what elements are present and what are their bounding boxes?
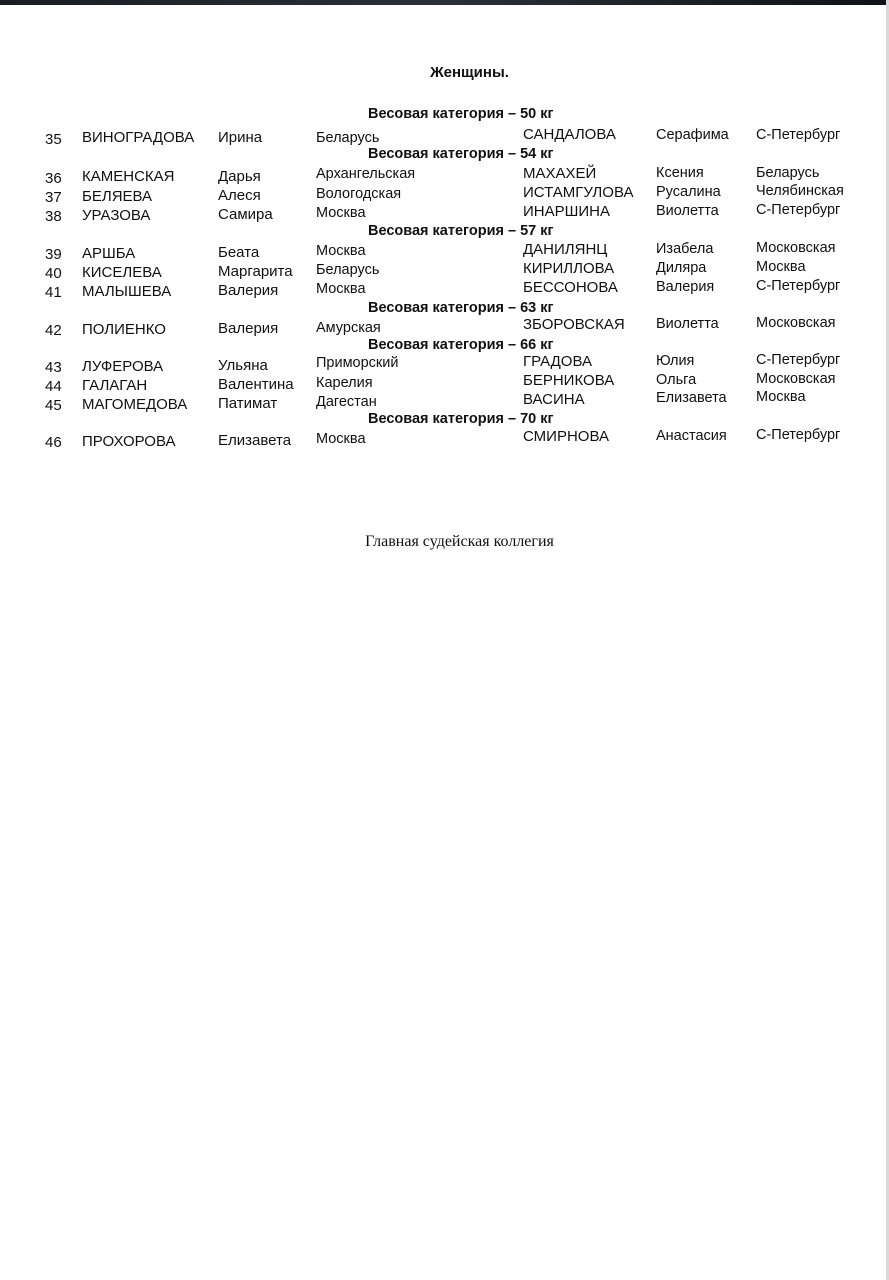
right-surname: ИСТАМГУЛОВА [523,184,634,201]
right-region: С-Петербург [756,427,841,443]
left-region: Беларусь [316,262,380,278]
right-region: С-Петербург [756,278,841,294]
left-surname: АРШБА [82,245,136,262]
left-surname: ВИНОГРАДОВА [82,129,195,146]
right-surname: ГРАДОВА [523,353,592,370]
left-name: Валентина [218,376,294,393]
right-name: Виолетта [656,316,719,332]
row-number: 36 [45,170,62,187]
left-region: Москва [316,243,366,259]
right-name: Виолетта [656,203,719,219]
right-name: Юлия [656,353,695,369]
right-name: Анастасия [656,428,727,444]
right-name: Изабела [656,241,714,257]
right-surname: СМИРНОВА [523,428,609,445]
right-surname: ВАСИНА [523,391,585,408]
left-region: Приморский [316,355,399,371]
left-region: Беларусь [316,130,380,146]
right-name: Елизавета [656,390,727,406]
left-surname: ЛУФЕРОВА [82,358,164,375]
right-region: Московская [756,371,836,387]
left-region: Архангельская [316,166,416,182]
left-name: Патимат [218,395,278,412]
row-number: 38 [45,208,62,225]
left-surname: МАГОМЕДОВА [82,396,188,413]
right-surname: ИНАРШИНА [523,203,610,220]
left-name: Валерия [218,320,279,337]
left-region: Москва [316,431,366,447]
row-number: 37 [45,189,62,206]
row-number: 41 [45,284,62,301]
category-heading: Весовая категория – 57 кг [368,223,554,239]
right-region: Московская [756,315,836,331]
right-region: Москва [756,389,806,405]
right-region: Московская [756,240,836,256]
row-number: 45 [45,397,62,414]
right-surname: БЕРНИКОВА [523,372,615,389]
right-region: С-Петербург [756,127,841,143]
right-region: Беларусь [756,165,820,181]
left-name: Ирина [218,129,263,146]
left-surname: ПОЛИЕНКО [82,321,166,338]
left-surname: УРАЗОВА [82,207,151,224]
right-name: Валерия [656,279,715,295]
left-surname: ПРОХОРОВА [82,433,176,450]
right-name: Ксения [656,165,704,181]
right-surname: ЗБОРОВСКАЯ [523,316,625,333]
page-title: Женщины. [430,64,509,81]
left-name: Валерия [218,282,279,299]
category-heading: Весовая категория – 54 кг [368,146,554,162]
row-number: 35 [45,131,62,148]
category-heading: Весовая категория – 70 кг [368,411,554,427]
left-name: Беата [218,244,260,261]
right-surname: БЕССОНОВА [523,279,618,296]
right-surname: ДАНИЛЯНЦ [523,241,608,258]
left-surname: БЕЛЯЕВА [82,188,153,205]
left-surname: МАЛЫШЕВА [82,283,172,300]
left-name: Алеся [218,187,261,204]
row-number: 39 [45,246,62,263]
left-name: Маргарита [218,263,293,280]
right-name: Русалина [656,184,721,200]
left-surname: ГАЛАГАН [82,377,148,394]
right-name: Ольга [656,372,697,388]
right-region: С-Петербург [756,352,841,368]
left-name: Ульяна [218,357,268,374]
category-heading: Весовая категория – 63 кг [368,300,554,316]
left-region: Москва [316,281,366,297]
right-name: Диляра [656,260,707,276]
footer-signature: Главная судейская коллегия [365,533,554,550]
left-name: Дарья [218,168,261,185]
left-surname: КИСЕЛЕВА [82,264,162,281]
right-region: С-Петербург [756,202,841,218]
right-surname: САНДАЛОВА [523,126,616,143]
left-name: Елизавета [218,432,292,449]
right-name: Серафима [656,127,729,143]
left-name: Самира [218,206,273,223]
right-region: Челябинская [756,183,844,199]
right-region: Москва [756,259,806,275]
left-region: Амурская [316,320,381,336]
row-number: 42 [45,322,62,339]
row-number: 40 [45,265,62,282]
row-number: 44 [45,378,62,395]
row-number: 46 [45,434,62,451]
left-surname: КАМЕНСКАЯ [82,168,175,185]
left-region: Дагестан [316,394,377,410]
right-surname: КИРИЛЛОВА [523,260,615,277]
scan-border-top [0,0,889,5]
right-surname: МАХАХЕЙ [523,165,597,182]
row-number: 43 [45,359,62,376]
left-region: Москва [316,205,366,221]
left-region: Карелия [316,375,373,391]
category-heading: Весовая категория – 50 кг [368,106,554,122]
left-region: Вологодская [316,186,402,202]
category-heading: Весовая категория – 66 кг [368,337,554,353]
